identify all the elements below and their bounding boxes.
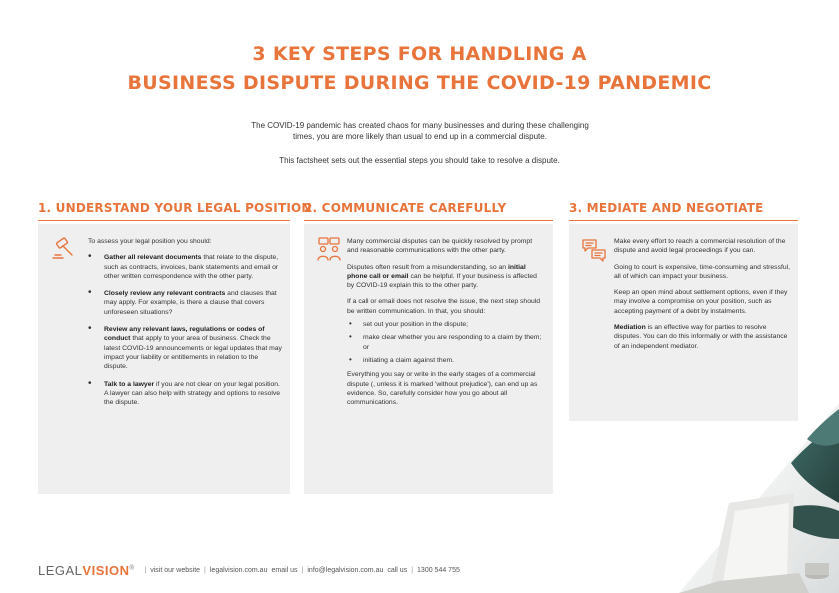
footer xyxy=(38,563,460,578)
section-3-body xyxy=(614,237,792,358)
para-text: can be helpful. If your business is affected by COVID-19 explain this to the other party. xyxy=(347,272,537,290)
para-bold: Mediation xyxy=(614,324,646,332)
bullet-text: that apply to your area of business. Check the latest COVID-19 announcements or legal updates that may impact your liability or entitlements in relation to the dispute. xyxy=(104,335,282,371)
bullet-text: that relate to the dispute, such as contracts, invoices, bank statements and email or other written correspondence with the other party. xyxy=(104,254,279,280)
page-title xyxy=(0,40,839,98)
section-3-para-1: Make every effort to reach a commercial resolution of the dispute and avoid legal proceedings if you can. xyxy=(614,238,786,255)
gavel-icon xyxy=(50,236,76,262)
section-2-para-1: Many commercial disputes can be quickly resolved by prompt and reasonable communications with the other party. xyxy=(347,238,533,255)
email-link[interactable]: info@legalvision.com.au xyxy=(307,567,384,574)
section-3-divider xyxy=(569,220,798,221)
logo-part-2: VISION xyxy=(82,563,130,578)
logo-mark: ® xyxy=(129,565,135,572)
bullet-text: and clauses that may apply. For example, is there a clause that covers unforeseen situations? xyxy=(104,290,277,316)
para-bold: initial phone call or email xyxy=(347,263,526,280)
section-2-heading: 2. COMMUNICATE CAREFULLY xyxy=(304,201,507,215)
section-3-heading: 3. MEDIATE AND NEGOTIATE xyxy=(569,201,764,215)
section-3-card xyxy=(569,224,798,421)
section-1-card xyxy=(38,224,290,494)
list-item: • make clear whether you are responding to a claim by them; or xyxy=(347,333,542,352)
list-item xyxy=(88,253,283,281)
logo-part-1: LEGAL xyxy=(38,563,83,578)
list-item xyxy=(88,325,283,371)
divider: | xyxy=(144,567,147,574)
legalvision-logo xyxy=(38,563,134,578)
bullet-text: if you are not clear on your legal position. A lawyer can also help with strategy and options to resolve the dispute. xyxy=(104,380,281,407)
para-text: Disputes often result from a misunderstanding, so an xyxy=(347,263,508,271)
divider: | xyxy=(204,567,206,574)
list-item: • set out your position in the dispute; xyxy=(347,320,542,329)
call-label: call us xyxy=(387,567,408,574)
section-3-para-3: Keep an open mind about settlement options, even if they may involve a compromise on your position, such as accepting payment of a debt by instalments. xyxy=(614,289,788,315)
section-3-para-4 xyxy=(614,323,792,351)
section-2-divider xyxy=(304,220,553,221)
section-2-card xyxy=(304,224,553,494)
section-2-body xyxy=(347,237,542,414)
website-link[interactable]: legalvision.com.au xyxy=(209,567,268,574)
intro-subparagraph: This factsheet sets out the essential steps you should take to resolve a dispute. xyxy=(279,156,560,165)
section-1-lead: To assess your legal position you should: xyxy=(88,238,212,245)
bullet-bold: Review any relevant laws, regulations or codes of conduct xyxy=(104,326,265,343)
section-2-para-2 xyxy=(347,263,542,291)
section-3-para-2: Going to court is expensive, time-consuming and stressful, all of which can impact your business. xyxy=(614,263,791,280)
section-1-heading: 1. UNDERSTAND YOUR LEGAL POSITION xyxy=(38,201,312,215)
section-1-divider xyxy=(38,220,290,221)
divider: | xyxy=(411,567,414,574)
section-1-body xyxy=(88,237,283,415)
bullet-bold: Talk to a lawyer xyxy=(104,380,155,388)
section-2-para-4: Everything you say or write in the early stages of a commercial dispute (, unless it is marked 'without prejudice'), can end up as evidence. So, carefully consider how you go about all communications. xyxy=(347,371,538,407)
bullet-bold: Closely review any relevant contracts xyxy=(104,290,226,298)
intro-paragraph: The COVID-19 pandemic has created chaos for many businesses and during these challenging times, you are more likely than usual to end up in a commercial dispute. xyxy=(251,121,589,141)
conversation-icon xyxy=(316,236,342,262)
section-2-para-3: If a call or email does not resolve the issue, the next step should be written communication. In that, you should: xyxy=(347,298,541,315)
phone-link[interactable]: 1300 544 755 xyxy=(417,567,460,574)
list-item xyxy=(88,380,283,408)
list-item: • initiating a claim against them. xyxy=(347,356,542,365)
title-line-1: 3 KEY STEPS FOR HANDLING A xyxy=(252,43,587,65)
chat-bubbles-icon xyxy=(581,236,607,262)
email-label: email us xyxy=(271,567,298,574)
list-item xyxy=(88,289,283,317)
bullet-bold: Gather all relevant documents xyxy=(104,254,202,262)
visit-label: visit our website xyxy=(150,567,201,574)
divider: | xyxy=(301,567,304,574)
para-text: is an effective way for parties to resolve disputes. You can do this informally or with the assistance of an independent mediator. xyxy=(614,324,788,350)
title-line-2: BUSINESS DISPUTE DURING THE COVID-19 PANDEMIC xyxy=(127,72,712,94)
